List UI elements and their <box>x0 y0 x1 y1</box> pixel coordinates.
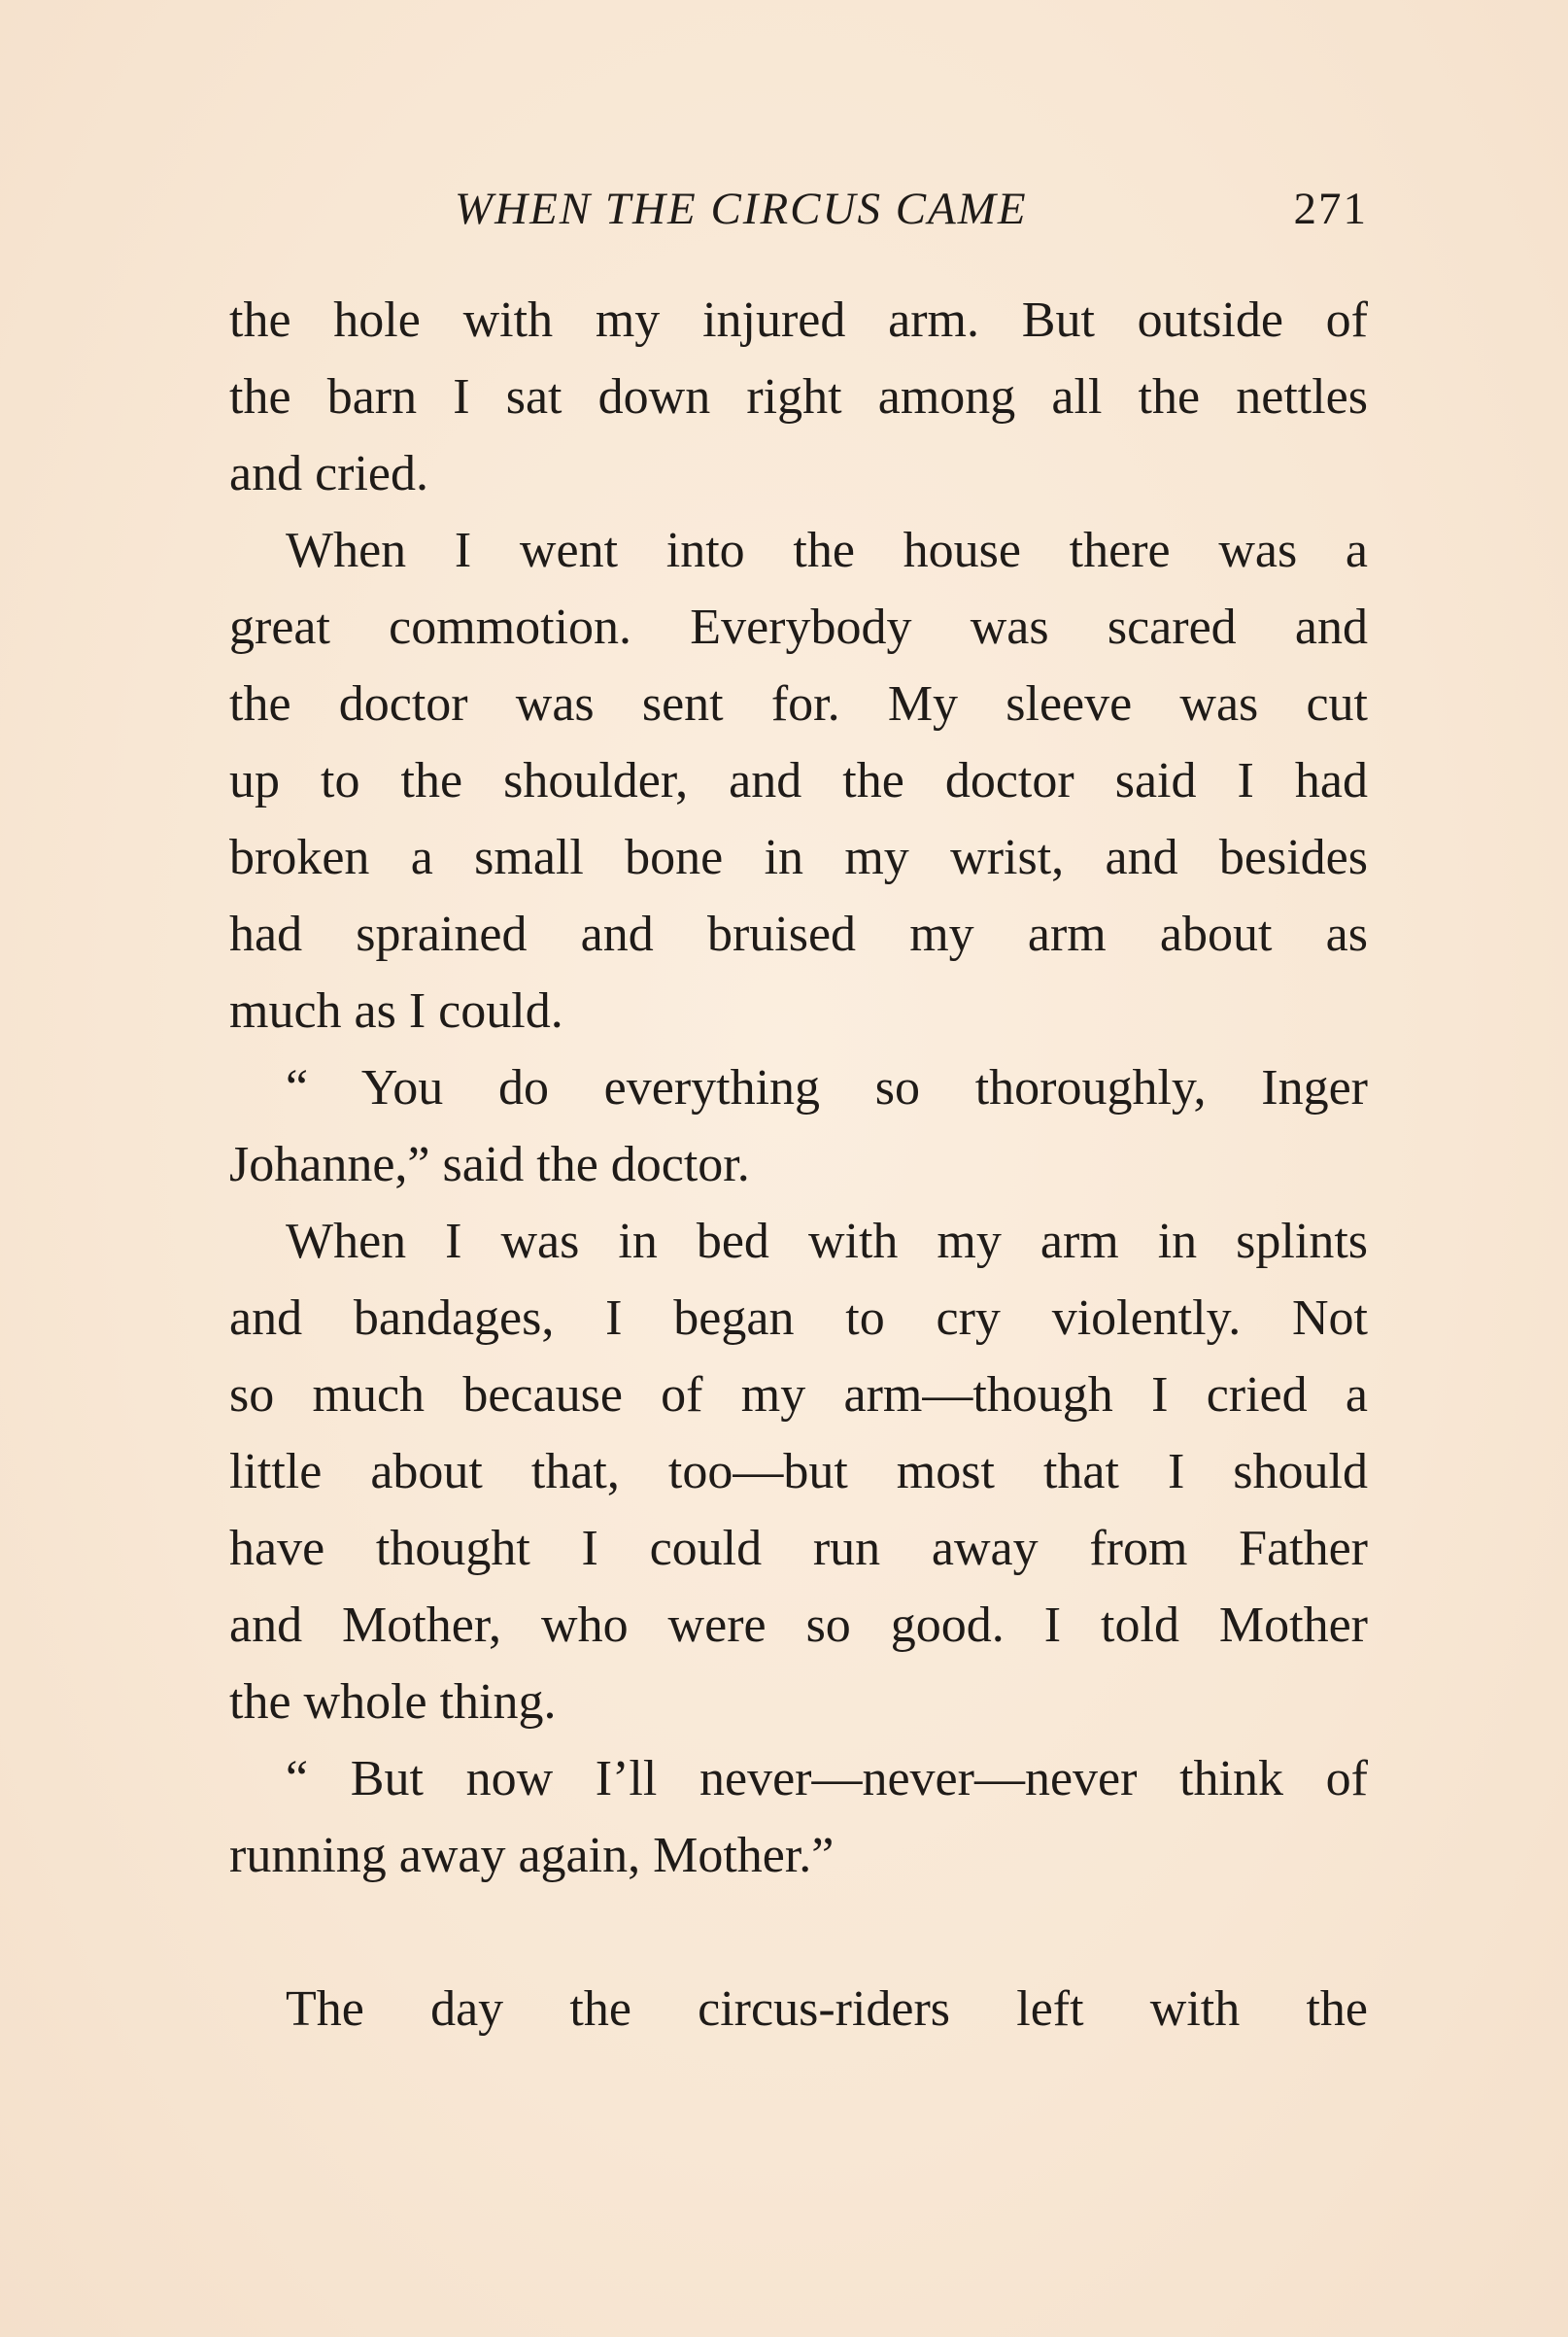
paragraph-4 <box>229 1203 1368 1740</box>
text-line: When I was in bed with my arm in splints <box>286 1214 1368 1269</box>
section-break <box>229 1894 1368 1971</box>
text-line: “ You do everything so thoroughly, Inger <box>286 1060 1368 1116</box>
text-line: up to the shoulder, and the doctor said I had <box>229 753 1368 808</box>
paragraph-5 <box>229 1740 1368 1894</box>
page-number: 271 <box>1293 184 1368 234</box>
paragraph-3 <box>229 1049 1368 1203</box>
text-line: much as I could. <box>229 983 563 1039</box>
running-head <box>229 183 1368 241</box>
text-line: When I went into the house there was a <box>286 523 1368 578</box>
text-line: the barn I sat down right among all the nettles <box>229 369 1368 425</box>
text-line: and cried. <box>229 446 429 501</box>
text-line: had sprained and bruised my arm about as <box>229 907 1368 962</box>
text-line: so much because of my arm—though I cried a <box>229 1367 1368 1423</box>
body-text <box>229 282 1368 2047</box>
running-title: WHEN THE CIRCUS CAME <box>455 184 1028 234</box>
text-line: running away again, Mother.” <box>229 1828 835 1883</box>
text-line: the whole thing. <box>229 1674 557 1730</box>
text-line: great commotion. Everybody was scared and <box>229 600 1368 655</box>
text-line: “ But now I’ll never—never—never think of <box>286 1751 1368 1806</box>
paragraph-2 <box>229 512 1368 1049</box>
text-line: broken a small bone in my wrist, and besides <box>229 830 1368 885</box>
text-line: the hole with my injured arm. But outside of <box>229 292 1368 348</box>
text-line: Johanne,” said the doctor. <box>229 1137 750 1192</box>
paragraph-6 <box>229 1971 1368 2047</box>
text-line: and bandages, I began to cry violently. Not <box>229 1290 1368 1346</box>
paragraph-1 <box>229 282 1368 512</box>
text-line: and Mother, who were so good. I told Mother <box>229 1598 1368 1653</box>
text-line: The day the circus-riders left with the <box>286 1981 1368 2037</box>
text-line: little about that, too—but most that I should <box>229 1444 1368 1499</box>
text-line: the doctor was sent for. My sleeve was cut <box>229 676 1368 732</box>
text-line: have thought I could run away from Father <box>229 1521 1368 1576</box>
